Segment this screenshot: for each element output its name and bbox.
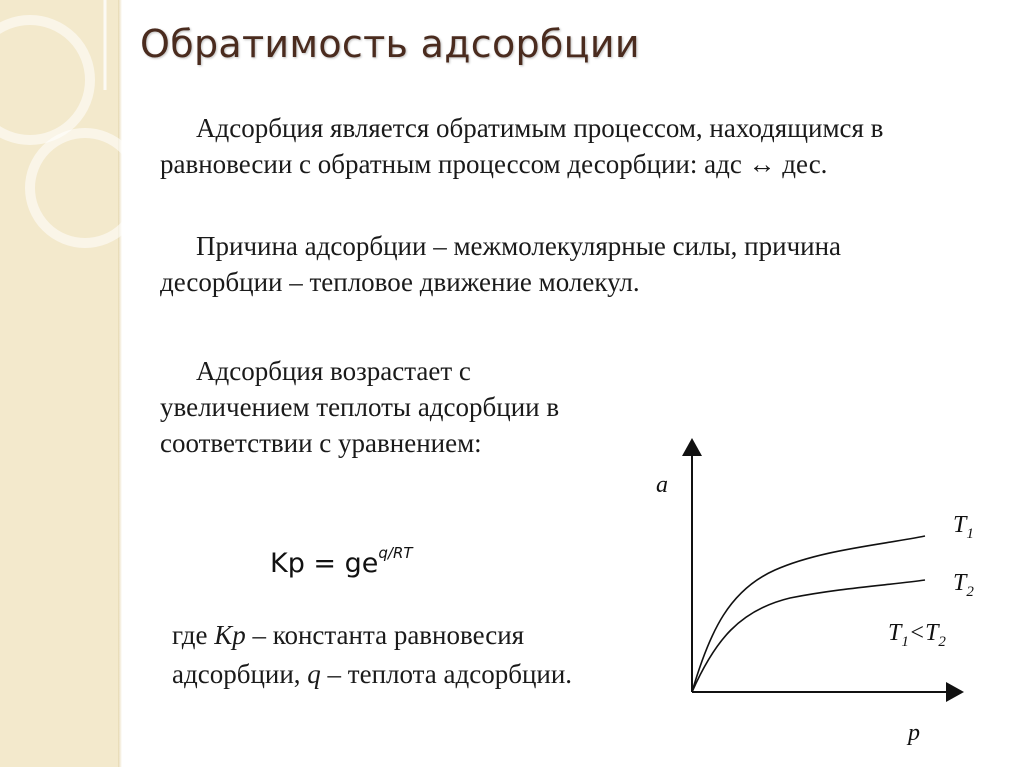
curve1-subscript: 1 (966, 525, 974, 542)
curve2-label (953, 570, 974, 601)
curve1-label (953, 512, 974, 543)
temperature-relation (888, 620, 946, 651)
paragraph-definitions (172, 616, 592, 694)
curve1-letter: T (953, 512, 967, 538)
def-text-1: где (172, 620, 215, 650)
paragraph-reversibility (160, 110, 960, 182)
isotherm-graph (640, 430, 980, 730)
relation-op: < (908, 620, 926, 646)
slide-title: Обратимость адсорбции (140, 22, 640, 66)
paragraph-causes (160, 228, 960, 300)
paragraph-reversibility-text: Адсорбция является обратимым процессом, находящимся в равновесии с обратным процессом десорбции: адс ↔ дес. (160, 113, 884, 179)
curve-t1 (692, 536, 925, 692)
formula-main: Kp = ge (270, 548, 379, 579)
relation-b-sub: 2 (938, 633, 946, 650)
relation-a-sub: 1 (901, 633, 909, 650)
paragraph-causes-text: Причина адсорбции – межмолекулярные силы, причина десорбции – тепловое движение молекул. (160, 231, 842, 297)
def-text-2: – константа равновесия адсорбции, (172, 620, 525, 689)
decorative-rings (0, 0, 140, 767)
def-text-3: – теплота адсорбции. (320, 659, 573, 689)
x-axis-label: p (908, 720, 920, 746)
relation-b: T (925, 620, 939, 646)
y-axis-label: a (656, 472, 668, 498)
formula-exponent: q/RT (378, 544, 413, 562)
def-kp: Kp (214, 620, 246, 650)
paragraph-heat (160, 353, 600, 461)
curve2-letter: T (953, 570, 967, 596)
paragraph-heat-text: Адсорбция возрастает с увеличением теплоты адсорбции в соответствии с уравнением: (160, 356, 560, 458)
def-q: q (307, 659, 321, 689)
curve2-subscript: 2 (966, 583, 974, 600)
equilibrium-formula (270, 544, 413, 579)
relation-a: T (888, 620, 902, 646)
